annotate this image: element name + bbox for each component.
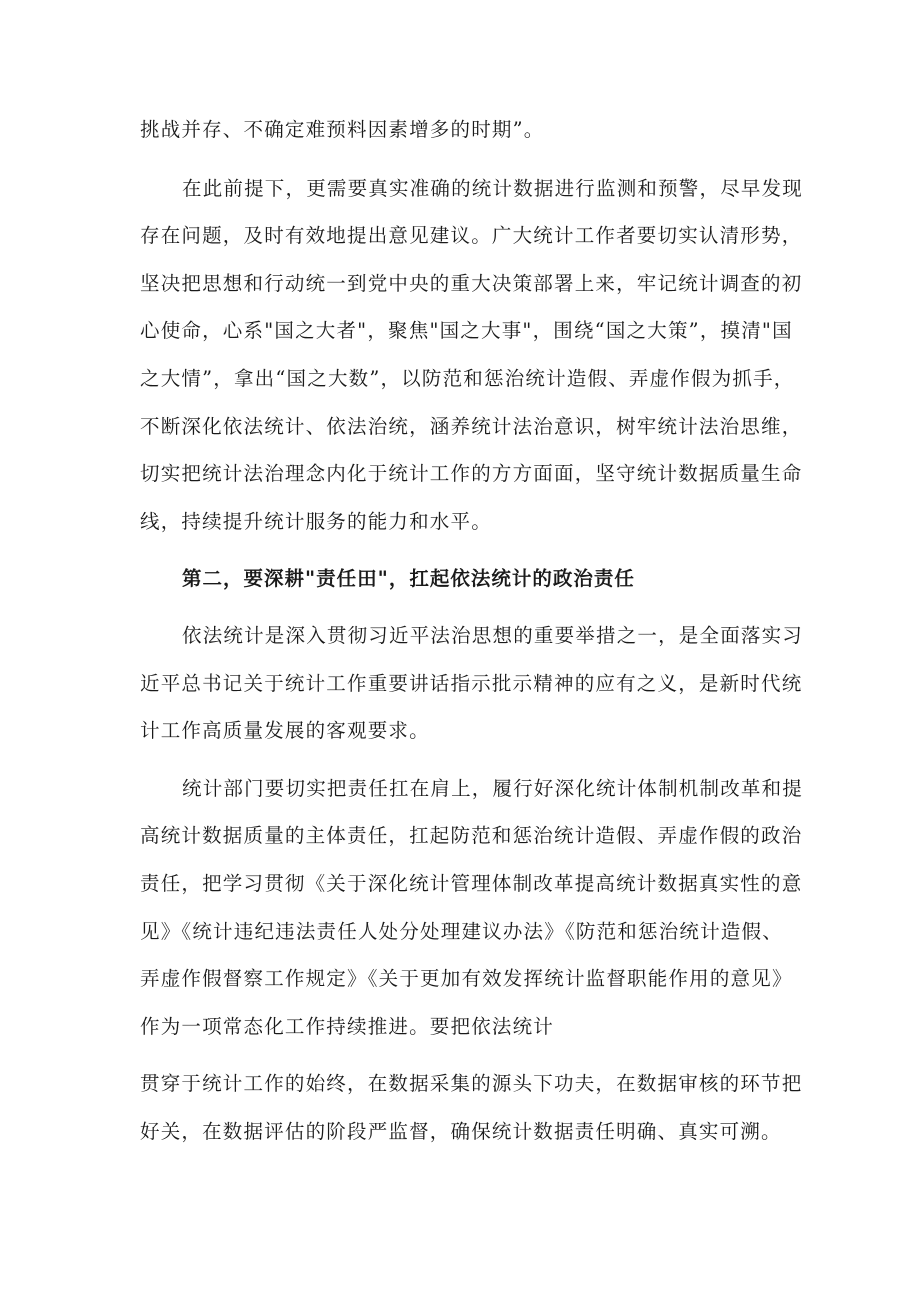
paragraph-line: 贯穿于统计工作的始终，在数据采集的源头下功夫，在数据审核的环节把 — [140, 1072, 803, 1095]
paragraph-line: 作为一项常态化工作持续推进。要把依法统计 — [140, 1015, 555, 1038]
paragraph-line: 坚决把思想和行动统一到党中央的重大决策部署上来，牢记统计调查的初 — [140, 272, 803, 295]
paragraph-line: 不断深化依法统计、依法治统，涵养统计法治意识，树牢统计法治思维， — [140, 415, 803, 438]
paragraph-line: 心使命，心系"国之大者"，聚焦"国之大事"，围绕“国之大策”，摸清"国 — [140, 319, 793, 342]
paragraph-line: 存在问题，及时有效地提出意见建议。广大统计工作者要切实认清形势， — [140, 224, 803, 247]
section-heading: 第二，要深耕"责任田"，扛起依法统计的政治责任 — [182, 567, 635, 590]
paragraph-line: 在此前提下，更需要真实准确的统计数据进行监测和预警，尽早发现 — [182, 177, 804, 200]
paragraph-line: 挑战并存、不确定难预料因素增多的时期”。 — [140, 118, 545, 141]
paragraph-line: 好关，在数据评估的阶段严监督，确保统计数据责任明确、真实可溯。 — [140, 1120, 782, 1143]
paragraph-line: 近平总书记关于统计工作重要讲话指示批示精神的应有之义，是新时代统 — [140, 672, 803, 695]
paragraph-line: 之大情”，拿出“国之大数”，以防范和惩治统计造假、弄虚作假为抓手， — [140, 367, 795, 390]
paragraph-line: 高统计数据质量的主体责任，扛起防范和惩治统计造假、弄虚作假的政治 — [140, 824, 803, 847]
paragraph-line: 计工作高质量发展的客观要求。 — [140, 719, 430, 742]
paragraph-line: 弄虚作假督察工作规定》《关于更加有效发挥统计监督职能作用的意见》 — [140, 967, 793, 990]
paragraph-line: 线，持续提升统计服务的能力和水平。 — [140, 510, 492, 533]
paragraph-line: 依法统计是深入贯彻习近平法治思想的重要举措之一，是全面落实习 — [182, 624, 804, 647]
paragraph-line: 责任，把学习贯彻《关于深化统计管理体制改革提高统计数据真实性的意 — [140, 872, 803, 895]
paragraph-line: 切实把统计法治理念内化于统计工作的方方面面，坚守统计数据质量生命 — [140, 462, 803, 485]
paragraph-line: 见》《统计违纪违法责任人处分处理建议办法》《防范和惩治统计造假、 — [140, 920, 783, 943]
paragraph-line: 统计部门要切实把责任扛在肩上，履行好深化统计体制机制改革和提 — [182, 777, 804, 800]
